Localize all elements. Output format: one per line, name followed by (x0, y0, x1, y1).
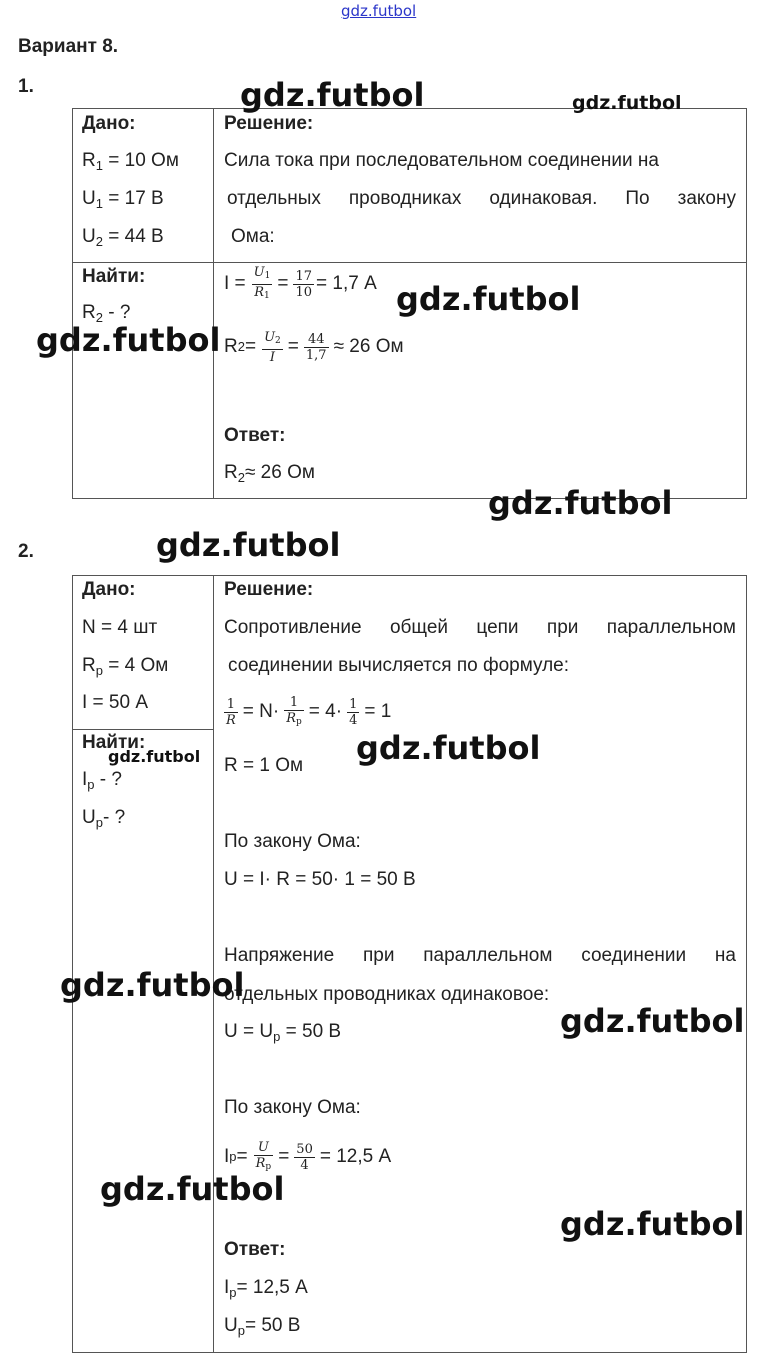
task2-formula-ip: I р = $\frac{U}{Rр}$ = $\frac{50}{4}$ = 12,5 А (224, 1139, 392, 1173)
page-title: Вариант 8. (18, 36, 119, 57)
task1-text-line2: отдельных проводниках одинаковая. По закону (227, 188, 736, 209)
task1-number: 1. (18, 76, 34, 97)
watermark: gdz.futbol (488, 484, 673, 522)
task1-formula-current: I = $\frac{U1}{R1}$ = $\frac{17}{10}$ = 1,7 А (224, 264, 377, 301)
task1-given-u2: $U_2 = 44$ В (82, 226, 164, 249)
task2-u-calc: U = I· R = 50· 1 = 50 В (224, 869, 416, 890)
watermark: gdz.futbol (100, 1170, 285, 1208)
task2-given-i: I = 50 А (82, 692, 149, 713)
site-link[interactable]: gdz.futbol (341, 2, 417, 20)
task2-find-label: Найти: (82, 732, 146, 753)
watermark: gdz.futbol (156, 526, 341, 564)
task1-answer-label: Ответ: (224, 425, 286, 446)
task1-formula-resistance: R 2 = $\frac{U2}{I}$ = $\frac{44}{1,7}$ ≈ 26 Ом (224, 329, 404, 365)
task2-ohm-law-1: По закону Ома: (224, 831, 361, 852)
task2-formula-resistance: $\frac{1}{R}$ = N· $\frac{1}{Rр}$ = 4· $\frac{1}{4}$ = 1 (226, 694, 392, 728)
watermark: gdz.futbol (240, 76, 425, 114)
task2-text1-line2: соединении вычисляется по формуле: (228, 655, 570, 676)
task2-text2-line1: Напряжение при параллельном соединении на (224, 945, 736, 966)
task2-given-label: Дано: (82, 579, 136, 600)
task1-solution-label: Решение: (224, 113, 314, 134)
task1-given-u1: $U_1 = 17$ В (82, 188, 164, 211)
watermark: gdz.futbol (36, 321, 221, 359)
task2-text2-line2: отдельных проводниках одинаковое: (224, 984, 550, 1005)
watermark: gdz.futbol (60, 966, 245, 1004)
task2-answer-up: $U_р= 50$ В (224, 1315, 301, 1338)
task2-ohm-law-2: По закону Ома: (224, 1097, 361, 1118)
task2-find-up: $U_р-$ ? (82, 807, 126, 830)
watermark: gdz.futbol (396, 280, 581, 318)
watermark: gdz.futbol (572, 92, 682, 114)
task1-text-line1: Сила тока при последовательном соединении на (224, 150, 659, 171)
task2-answer-label: Ответ: (224, 1239, 286, 1260)
watermark: gdz.futbol (108, 747, 201, 766)
watermark: gdz.futbol (560, 1205, 745, 1243)
task1-answer-value: $R_2\approx 26$ Ом (224, 462, 315, 485)
task2-u-eq: $U = U_р = 50$ В (224, 1021, 342, 1044)
task1-text-line3: Ома: (231, 226, 275, 247)
task1-find-r2: $R_2$ - ? (82, 302, 131, 325)
task2-solution-label: Решение: (224, 579, 314, 600)
task2-find-ip: $I_р$ - ? (82, 769, 122, 792)
task1-given-r1: $R_1 = 10$ Ом (82, 150, 179, 173)
task2-answer-ip: $I_р= 12,5$ А (224, 1277, 308, 1300)
task1-find-label: Найти: (82, 266, 146, 287)
task2-text1-line1: Сопротивление общей цепи при параллельном (224, 617, 736, 638)
task2-given-rp: $R_р = 4$ Ом (82, 655, 169, 678)
task2-given-n: N = 4 шт (82, 617, 158, 638)
task1-given-label: Дано: (82, 113, 136, 134)
task2-number: 2. (18, 541, 34, 562)
task2-r-result: R = 1 Ом (224, 755, 304, 776)
watermark: gdz.futbol (560, 1002, 745, 1040)
watermark: gdz.futbol (356, 729, 541, 767)
